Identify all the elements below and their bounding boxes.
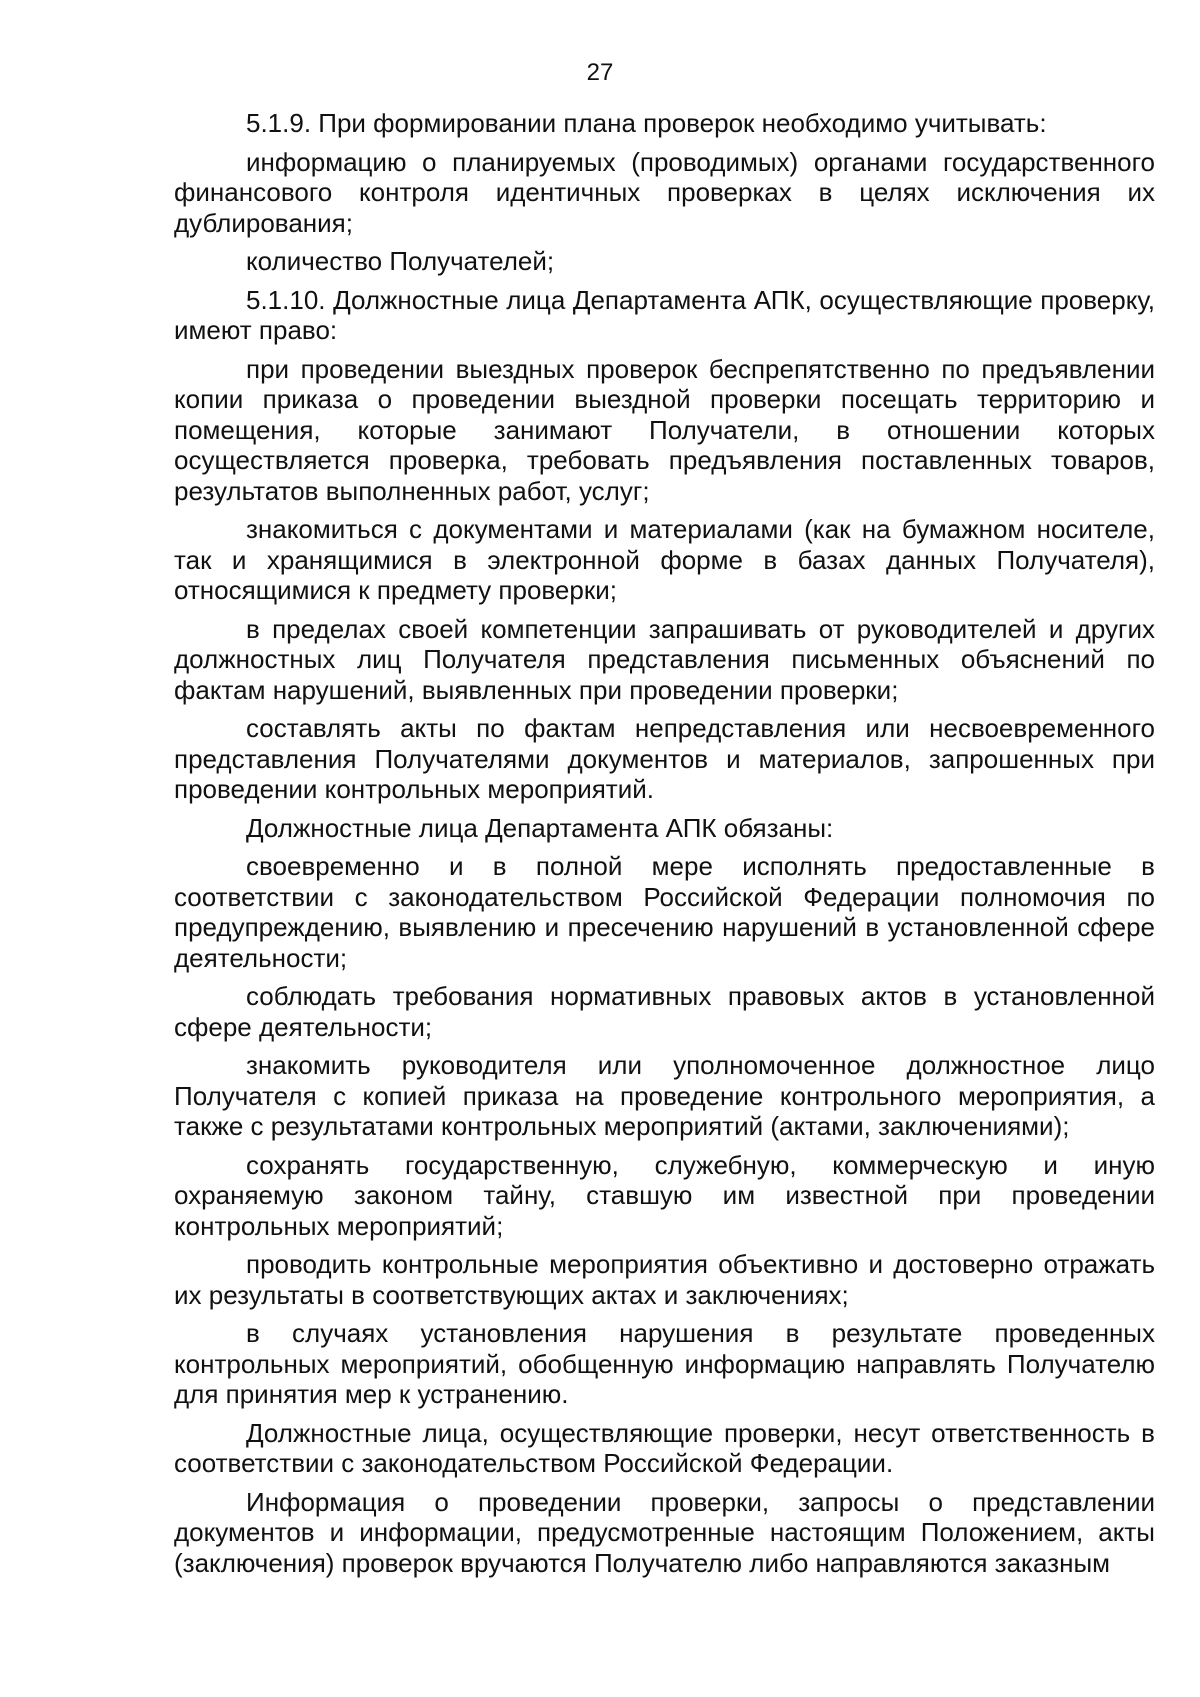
page-number: 27 [586,59,614,86]
paragraph: Должностные лица Департамента АПК обязаны: [246,812,834,843]
paragraph: информацию о планируемых (проводимых) органами государственного финансового контроля идентичных проверках в целях исключения их дублирования; [174,146,1155,238]
paragraph: проводить контрольные мероприятия объективно и достоверно отражать их результаты в соответствующих актах и заключениях; [174,1249,1155,1310]
paragraph: Должностные лица, осуществляющие проверки, несут ответственность в соответствии с законодательством Российской Федерации. [174,1417,1155,1478]
paragraph: сохранять государственную, служебную, коммерческую и иную охраняемую законом тайну, ставшую им известной при проведении контрольных мероприятий; [174,1149,1155,1241]
paragraph: своевременно и в полной мере исполнять предоставленные в соответствии с законодательством Российской Федерации полномочия по предупреждению, выявлению и пресечению нарушений в установленной сфере деятельности; [174,851,1155,973]
paragraph: в случаях установления нарушения в результате проведенных контрольных мероприятий, обобщенную информацию направлять Получателю для принятия мер к устранению. [174,1318,1155,1409]
paragraph: в пределах своей компетенции запрашивать от руководителей и других должностных лиц Получателя представления письменных объяснений по фактам нарушений, выявленных при проведении проверки; [174,613,1155,705]
document-body [174,108,1155,1586]
paragraph: составлять акты по фактам непредставления или несвоевременного представления Получателями документов и материалов, запрошенных при проведении контрольных мероприятий. [174,713,1155,804]
paragraph: Информация о проведении проверки, запросы о представлении документов и информации, предусмотренные настоящим Положением, акты (заключения) проверок вручаются Получателю либо направляются заказным [174,1486,1155,1578]
paragraph: 5.1.10. Должностные лица Департамента АПК, осуществляющие проверку, имеют право: [174,284,1155,345]
paragraph: знакомить руководителя или уполномоченное должностное лицо Получателя с копией приказа на проведение контрольного мероприятия, а также с результатами контрольных мероприятий (актами, заключениями); [174,1050,1155,1141]
paragraph: 5.1.9. При формировании плана проверок необходимо учитывать: [246,108,1047,138]
paragraph: при проведении выездных проверок беспрепятственно по предъявлении копии приказа о проведении выездной проверки посещать территорию и помещения, которые занимают Получатели, в отношении которых осуществляется проверка, требовать предъявления поставленных товаров, результатов выполненных работ, услуг; [174,353,1155,506]
paragraph: знакомиться с документами и материалами (как на бумажном носителе, так и хранящимися в электронной форме в базах данных Получателя), относящимися к предмету проверки; [174,514,1155,605]
paragraph: количество Получателей; [246,246,555,276]
paragraph: соблюдать требования нормативных правовых актов в установленной сфере деятельности; [174,981,1155,1042]
